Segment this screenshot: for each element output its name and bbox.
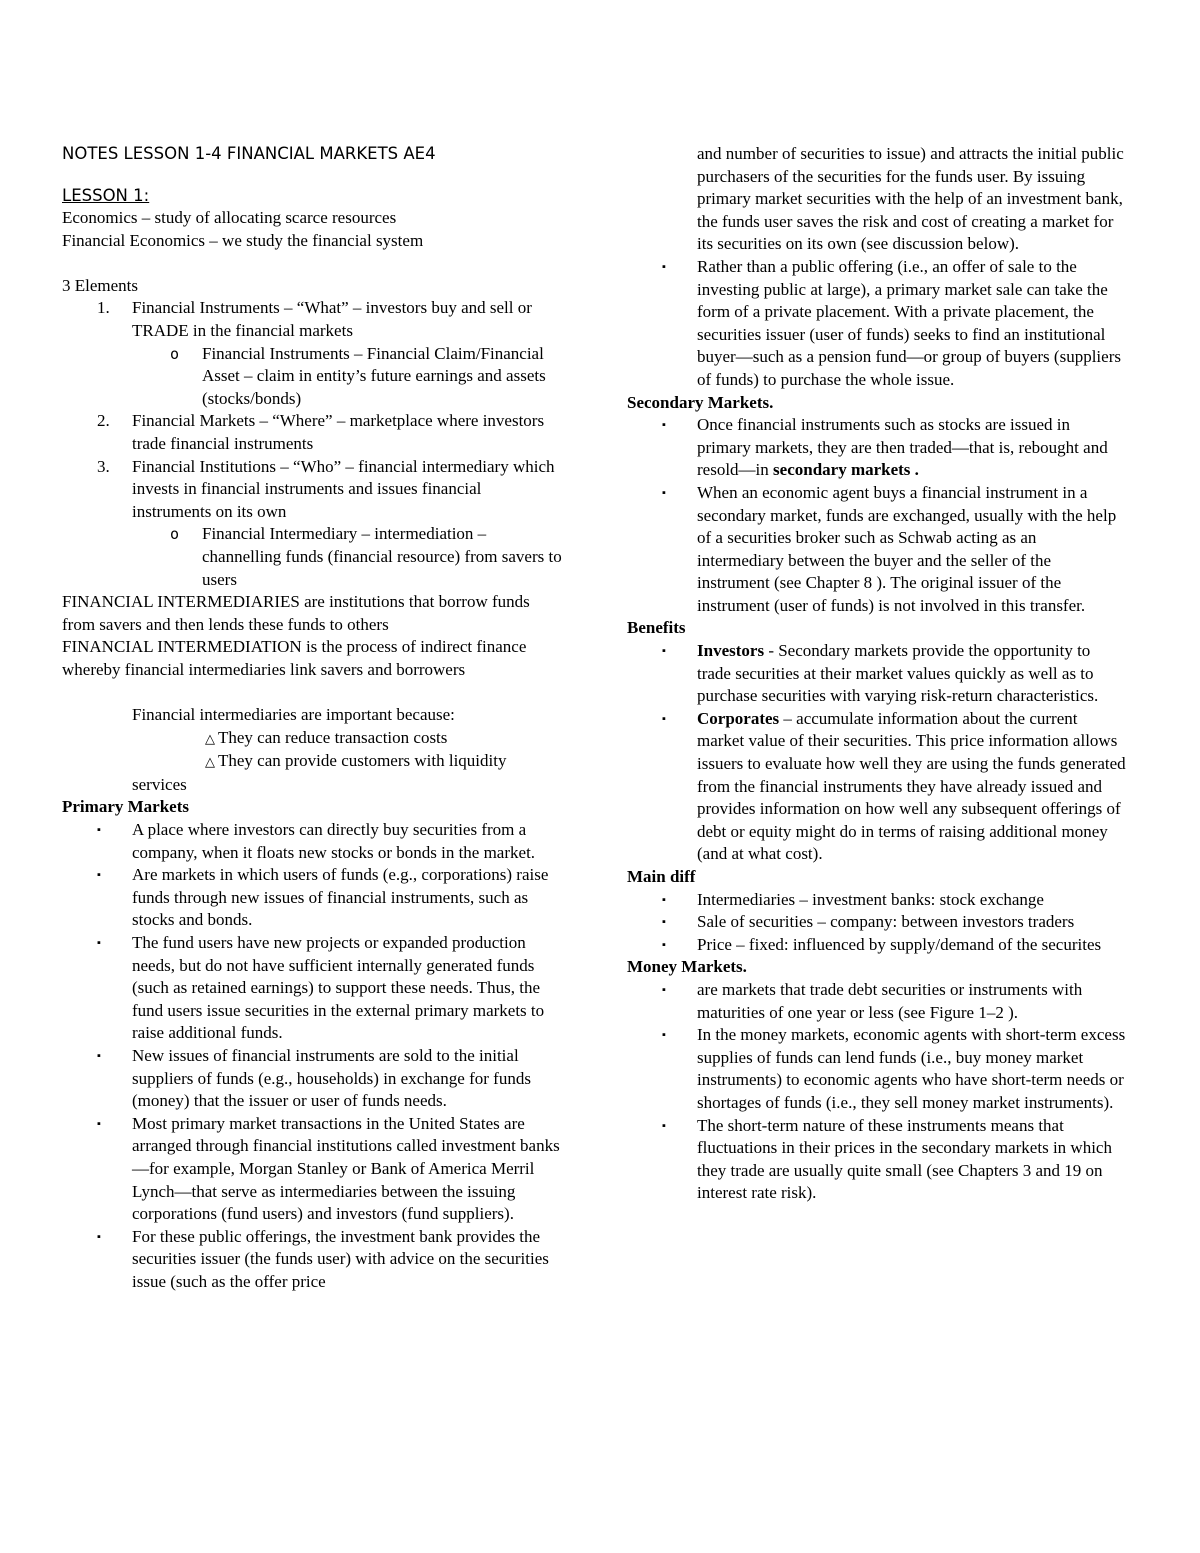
intermediaries-definition: FINANCIAL INTERMEDIARIES are institutions that borrow funds from savers and then lends these funds to others <box>62 592 530 634</box>
intermediation-definition: FINANCIAL INTERMEDIATION is the process of indirect finance whereby financial intermediaries link savers and borrowers <box>62 637 527 679</box>
list-item: ▪ Once financial instruments such as stocks are issued in primary markets, they are then traded—that is, rebought and resold—in secondary markets . <box>697 414 1127 482</box>
sub-list-item: o Financial Intermediary – intermediation – channelling funds (financial resource) from savers to users <box>202 523 562 591</box>
definition-economics: Economics – study of allocating scarce resources <box>62 208 397 227</box>
benefits-heading: Benefits <box>627 618 686 638</box>
elements-list <box>62 297 562 591</box>
list-item: ▪ A place where investors can directly buy securities from a company, when it floats new stocks or bonds in the market. <box>132 819 562 864</box>
list-item: ▪ Investors - Secondary markets provide the opportunity to trade securities at their market values quickly as well as to purchase securities with varying risk-return characteristics. <box>697 640 1127 708</box>
main-diff-heading: Main diff <box>627 867 696 886</box>
left-column <box>62 143 562 1294</box>
secondary-markets-heading: Secondary Markets. <box>627 392 774 412</box>
primary-markets-list <box>62 819 562 1293</box>
definition-financial-economics: Financial Economics – we study the financial system <box>62 230 424 250</box>
list-item: ▪ Are markets in which users of funds (e.g., corporations) raise funds through new issues of financial instruments, such as stocks and bonds. <box>132 864 562 932</box>
importance-item: △ They can provide customers with liquidity <box>62 750 562 774</box>
importance-intro: Financial intermediaries are important because: <box>132 705 455 725</box>
right-column <box>627 143 1127 1205</box>
importance-tail: services <box>132 774 187 794</box>
list-item: ▪ The fund users have new projects or expanded production needs, but do not have sufficient internally generated funds (such as retained earnings) to support these needs. Thus, the fund users issue securities in the external primary markets to raise additional funds. <box>132 932 562 1045</box>
money-markets-heading: Money Markets. <box>627 957 747 977</box>
elements-heading: 3 Elements <box>62 275 139 295</box>
list-item: ▪ In the money markets, economic agents with short-term excess supplies of funds can lend funds (i.e., buy money market instruments) to economic agents who have short-term needs or shortages of funds (i.e., they sell money market instruments). <box>697 1024 1127 1114</box>
benefits-list <box>627 640 1127 866</box>
list-item: 1. Financial Instruments – “What” – investors buy and sell or TRADE in the financial markets o Financial Instruments – Financial Claim/Financial Asset – claim in entity’s future earnings and assets (stocks/bonds) <box>132 297 562 410</box>
list-item: ▪ When an economic agent buys a financial instrument in a secondary market, funds are exchanged, usually with the help of a securities broker such as Schwab acting as an intermediary between the buyer and the seller of the instrument (see Chapter 8 ). The original issuer of the instrument (user of funds) is not involved in this transfer. <box>697 482 1127 618</box>
list-item: ▪ The short-term nature of these instruments means that fluctuations in their prices in the secondary markets in which they trade are usually quite small (see Chapters 3 and 19 on interest rate risk). <box>697 1115 1127 1205</box>
sub-list-item: o Financial Instruments – Financial Claim/Financial Asset – claim in entity’s future earnings and assets (stocks/bonds) <box>202 343 562 411</box>
lesson-label: LESSON 1: <box>62 186 150 205</box>
document-title: NOTES LESSON 1-4 FINANCIAL MARKETS AE4 <box>62 144 436 163</box>
main-diff-list <box>627 889 1127 957</box>
list-item: ▪ Rather than a public offering (i.e., an offer of sale to the investing public at large), a primary market sale can take the form of a private placement. With a private placement, the securities issuer (user of funds) seeks to find an institutional buyer—such as a pension fund—or group of buyers (suppliers of funds) to purchase the whole issue. <box>697 256 1127 392</box>
primary-markets-list-continued <box>627 256 1127 392</box>
importance-item: △ They can reduce transaction costs <box>62 727 562 751</box>
list-item: 3. Financial Institutions – “Who” – financial intermediary which invests in financial instruments and issues financial instruments on its own o Financial Intermediary – intermediation – channelling funds (financial resource) from savers to users <box>132 456 562 592</box>
list-item: 2. Financial Markets – “Where” – marketplace where investors trade financial instruments <box>97 411 545 453</box>
money-markets-list <box>627 979 1127 1205</box>
list-item: ▪ New issues of financial instruments are sold to the initial suppliers of funds (e.g., households) in exchange for funds (money) that the issuer or user of funds needs. <box>132 1045 562 1113</box>
secondary-markets-list <box>627 414 1127 617</box>
triangle-bullet-icon: △ <box>205 754 215 770</box>
list-item: ▪ Most primary market transactions in the United States are arranged through financial institutions called investment banks—for example, Morgan Stanley or Bank of America Merril Lynch—that serve as intermediaries between the issuing corporations (fund users) and investors (fund suppliers). <box>132 1113 562 1226</box>
triangle-bullet-icon: △ <box>205 730 215 746</box>
list-item: ▪ are markets that trade debt securities or instruments with maturities of one year or less (see Figure 1–2 ). <box>697 979 1127 1024</box>
list-item: ▪ Price – fixed: influenced by supply/demand of the securites <box>697 934 1127 957</box>
primary-markets-heading: Primary Markets <box>62 797 189 817</box>
list-item: ▪ Corporates – accumulate information about the current market value of their securities. This price information allows issuers to evaluate how well they are using the funds generated from the financial instruments they have already issued and provides information on how well any subsequent offerings of debt or equity might do in terms of raising additional money (and at what cost). <box>697 708 1127 866</box>
primary-continuation: and number of securities to issue) and attracts the initial public purchasers of the securities for the funds user. By issuing primary market securities with the help of an investment bank, the funds user saves the risk and cost of creating a market for its securities on its own (see discussion below). <box>697 144 1124 254</box>
list-item: ▪ Sale of securities – company: between investors traders <box>697 911 1127 934</box>
list-item: ▪ For these public offerings, the investment bank provides the securities issuer (the funds user) with advice on the securities issue (such as the offer price <box>132 1226 562 1294</box>
list-item: ▪ Intermediaries – investment banks: stock exchange <box>697 889 1127 912</box>
